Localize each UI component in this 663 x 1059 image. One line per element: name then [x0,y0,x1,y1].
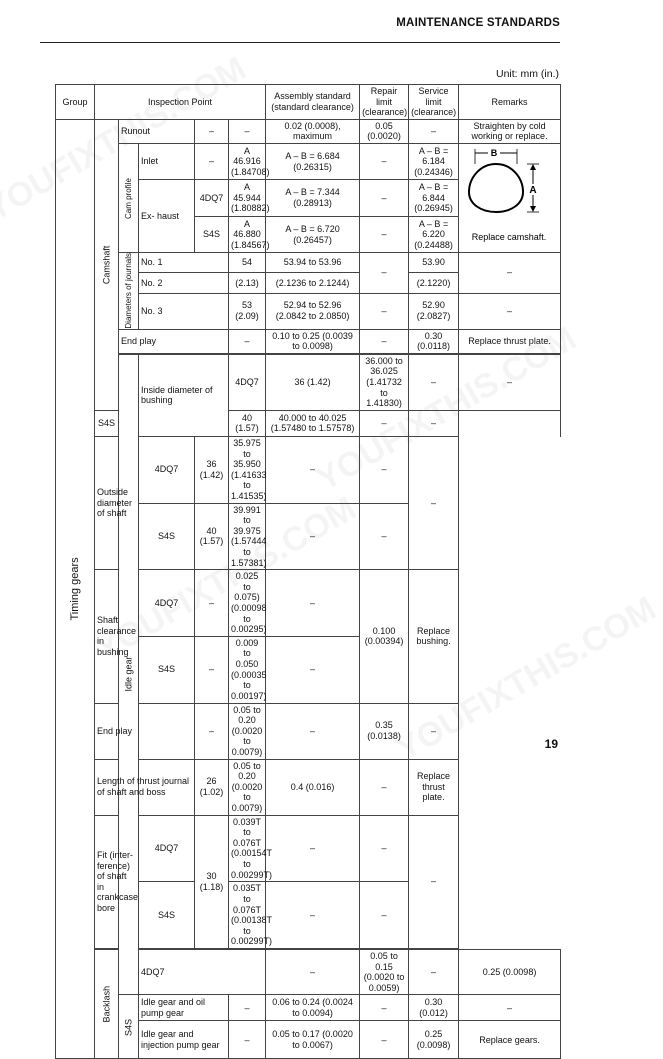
thrust-repair: 0.4 (0.016) [266,759,360,815]
table-row [56,995,561,1021]
backlash-oil-pump-assembly: 0.06 to 0.24 (0.0024 to 0.0094) [266,995,360,1021]
journal-no1-service: 53.90 [409,253,459,273]
bushing-id-s4s-nominal: 40 (1.57) [229,410,266,436]
fit-s4s-model: S4S [139,882,195,949]
exhaust-s4s-nominal: A 46.880 (1.84567) [229,217,266,253]
thrust-label: Length of thrust journal of shaft and boss [95,759,195,815]
header-repair: Repair limit (clearance) [360,85,409,120]
fit-s4s-service: – [360,882,409,949]
camshaft-end-play-repair: – [360,329,409,353]
bushing-id-4dq7-assembly: 36.000 to 36.025 (1.41732 to 1.41830) [360,354,409,410]
inlet-repair: – [360,144,409,180]
exhaust-s4s-model: S4S [195,217,229,253]
shaft-clearance-service: 0.100 (0.00394) [360,570,409,703]
bushing-id-s4s-repair: – [360,410,409,436]
table-row [56,253,561,273]
table-row [56,354,561,410]
maintenance-standards-table [55,84,561,1059]
shaft-clearance-s4s-nominal: – [195,636,229,703]
table-row [56,119,561,143]
unit-label: Unit: mm (in.) [496,68,559,80]
journal-no3-service: 52.90 (2.0827) [409,293,459,329]
bushing-id-s4s-model: S4S [95,410,119,436]
inlet-service: A – B = 6.184 (0.24346) [409,144,459,180]
arrow-head [530,164,536,170]
thrust-remarks: Replace thrust plate. [409,759,459,815]
runout-nominal: – [229,119,266,143]
backlash-injection-assembly: 0.05 to 0.17 (0.0020 to 0.0067) [266,1021,360,1059]
header-assembly: Assembly standard (standard clearance) [266,85,360,120]
journal-no1-label: No. 1 [139,253,229,273]
exhaust-s4s-service: A – B = 6.220 (0.24488) [409,217,459,253]
exhaust-4dq7-assembly: A – B = 7.344 (0.28913) [266,180,360,217]
fit-s4s-assembly: 0.035T to 0.076T (0.00138T to 0.00299T) [229,882,266,949]
journal-no2-service: (2.1220) [409,273,459,293]
runout-label: Runout [119,119,195,143]
journal-no2-nominal: (2.13) [229,273,266,293]
journal-no2-assembly: (2.1236 to 2.1244) [266,273,360,293]
journal-no3-nominal: 53 (2.09) [229,293,266,329]
cam-profile-diagram [459,144,559,252]
shaft-od-s4s-model: S4S [139,503,195,570]
thrust-service: – [360,759,409,815]
idle-end-play-assembly: 0.05 to 0.20 (0.0020 to 0.0079) [229,703,266,759]
shaft-od-label: Outside diameter of shaft [95,436,139,569]
shaft-od-4dq7-service: – [360,436,409,503]
table-row [56,329,561,353]
shaft-clearance-remarks: Replace bushing. [409,570,459,703]
idle-end-play-nominal: – [195,703,229,759]
journal-no12-repair: – [360,253,409,294]
bushing-id-s4s-assembly: 40.000 to 40.025 (1.57480 to 1.57578) [266,410,360,436]
idle-end-play-repair: – [266,703,360,759]
backlash-4dq7-service: 0.25 (0.0098) [459,949,561,994]
inlet-assembly: A – B = 6.684 (0.26315) [266,144,360,180]
exhaust-label: Ex- haust [139,180,195,253]
fit-4dq7-repair: – [266,815,360,882]
page-number: 19 [544,737,558,751]
cam-diagram-cell [459,144,561,253]
runout-assembly: 0.02 (0.0008), maximum [266,119,360,143]
journal-no3-assembly: 52.94 to 52.96 (2.0842 to 2.0850) [266,293,360,329]
runout-remarks: Straighten by cold working or replace. [459,119,561,143]
group-timing-gears: Timing gears [56,119,95,1059]
fit-remarks: – [409,815,459,948]
fit-4dq7-assembly: 0.039T to 0.076T (0.00154T to 0.00299T) [229,815,266,882]
shaft-od-4dq7-assembly: 35.975 to 35.950 (1.41633 to 1.41535) [229,436,266,503]
backlash-injection-remarks: Replace gears. [459,1021,561,1059]
journal-no3-repair: – [360,293,409,329]
bushing-id-s4s-service: – [409,410,459,436]
idle-end-play-label: End play [95,703,195,759]
shaft-clearance-4dq7-assembly: 0.025 to 0.075) (0.00098 to 0.00295) [229,570,266,637]
shaft-od-remarks: – [409,436,459,569]
table-row [56,144,561,180]
shaft-od-s4s-assembly: 39.991 to 39.975 (1.57444 to 1.57381) [229,503,266,570]
backlash-oil-pump-label: Idle gear and oil pump gear [139,995,229,1021]
exhaust-4dq7-nominal: A 45.944 (1.80882) [229,180,266,217]
backlash-injection-service: 0.25 (0.0098) [409,1021,459,1059]
fit-label: Fit (inter- ference) of shaft in crankcase bore [95,815,139,948]
journal-no1-assembly: 53.94 to 53.96 [266,253,360,273]
thrust-nominal: 26 (1.02) [195,759,229,815]
shaft-clearance-s4s-model: S4S [139,636,195,703]
idle-end-play-service: 0.35 (0.0138) [360,703,409,759]
journals-label: Diameters of journals [119,253,139,330]
header-row [56,85,561,120]
subgroup-idle-gear: Idle gear [119,354,139,995]
exhaust-s4s-assembly: A – B = 6.720 (0.26457) [266,217,360,253]
backlash-oil-pump-nominal: – [229,995,266,1021]
cam-lobe-shape [469,164,523,212]
journal-no2-label: No. 2 [139,273,229,293]
bushing-id-label: Inside diameter of bushing [139,354,229,436]
bushing-id-4dq7-nominal: 36 (1.42) [266,354,360,410]
camshaft-end-play-nominal: – [229,329,266,353]
label-a: A [529,185,537,197]
remark-replace-camshaft: Replace camshaft. [471,232,547,243]
backlash-4dq7-assembly: 0.05 to 0.15 (0.0020 to 0.0059) [360,949,409,994]
journal-no3-remarks: – [459,293,561,329]
exhaust-4dq7-service: A – B = 6.844 (0.26945) [409,180,459,217]
backlash-injection-repair: – [360,1021,409,1059]
exhaust-s4s-repair: – [360,217,409,253]
bushing-id-4dq7-model: 4DQ7 [229,354,266,410]
fit-s4s-repair: – [266,882,360,949]
fit-4dq7-model: 4DQ7 [139,815,195,882]
camshaft-end-play-assembly: 0.10 to 0.25 (0.0039 to 0.0098) [266,329,360,353]
camshaft-end-play-service: 0.30 (0.0118) [409,329,459,353]
backlash-4dq7-label: 4DQ7 [139,949,266,994]
runout-service: – [409,119,459,143]
inlet-model: – [195,144,229,180]
journal-no12-remarks: – [459,253,561,294]
inlet-label: Inlet [139,144,195,180]
shaft-clearance-4dq7-nominal: – [195,570,229,637]
shaft-od-4dq7-model: 4DQ7 [139,436,195,503]
shaft-od-s4s-service: – [360,503,409,570]
shaft-od-s4s-nominal: 40 (1.57) [195,503,229,570]
exhaust-4dq7-repair: – [360,180,409,217]
bushing-id-4dq7-repair: – [409,354,459,410]
shaft-od-s4s-repair: – [266,503,360,570]
shaft-clearance-label: Shaft clearance in bushing [95,570,139,703]
backlash-s4s-label: S4S [119,995,139,1059]
subgroup-camshaft: Camshaft [95,119,119,410]
shaft-clearance-s4s-repair: – [266,636,360,703]
fit-4dq7-service: – [360,815,409,882]
camshaft-end-play-remarks: Replace thrust plate. [459,329,561,353]
backlash-injection-label: Idle gear and injection pump gear [139,1021,229,1059]
exhaust-4dq7-model: 4DQ7 [195,180,229,217]
backlash-4dq7-repair: – [409,949,459,994]
thrust-assembly: 0.05 to 0.20 (0.0020 to 0.0079) [229,759,266,815]
shaft-clearance-4dq7-model: 4DQ7 [139,570,195,637]
backlash-oil-pump-repair: – [360,995,409,1021]
header-service: Service limit (clearance) [409,85,459,120]
idle-end-play-remarks: – [409,703,459,759]
header-remarks: Remarks [459,85,561,120]
page-header-title: MAINTENANCE STANDARDS [396,17,560,29]
shaft-od-4dq7-nominal: 36 (1.42) [195,436,229,503]
header-inspection-point: Inspection Point [95,85,266,120]
header-rule [40,42,560,43]
cam-profile-label: Cam profile [119,144,139,253]
shaft-od-4dq7-repair: – [266,436,360,503]
shaft-clearance-4dq7-repair: – [266,570,360,637]
arrow-head [530,206,536,212]
shaft-clearance-s4s-assembly: 0.009 to 0.050 (0.00035 to 0.00197) [229,636,266,703]
bushing-id-4dq7-service: – [459,354,561,410]
backlash-injection-nominal: – [229,1021,266,1059]
backlash-oil-pump-remarks: – [459,995,561,1021]
label-b: B [490,148,498,159]
fit-nominal: 30 (1.18) [195,815,229,948]
subgroup-backlash: Backlash [95,949,119,1058]
runout-repair: 0.05 (0.0020) [360,119,409,143]
backlash-oil-pump-service: 0.30 (0.012) [409,995,459,1021]
backlash-4dq7-nominal: – [266,949,360,994]
journal-no1-nominal: 54 [229,253,266,273]
inlet-nominal: A 46.916 (1.84708) [229,144,266,180]
journal-no3-label: No. 3 [139,293,229,329]
header-group: Group [56,85,95,120]
runout-col1: – [195,119,229,143]
camshaft-end-play-label: End play [119,329,229,353]
